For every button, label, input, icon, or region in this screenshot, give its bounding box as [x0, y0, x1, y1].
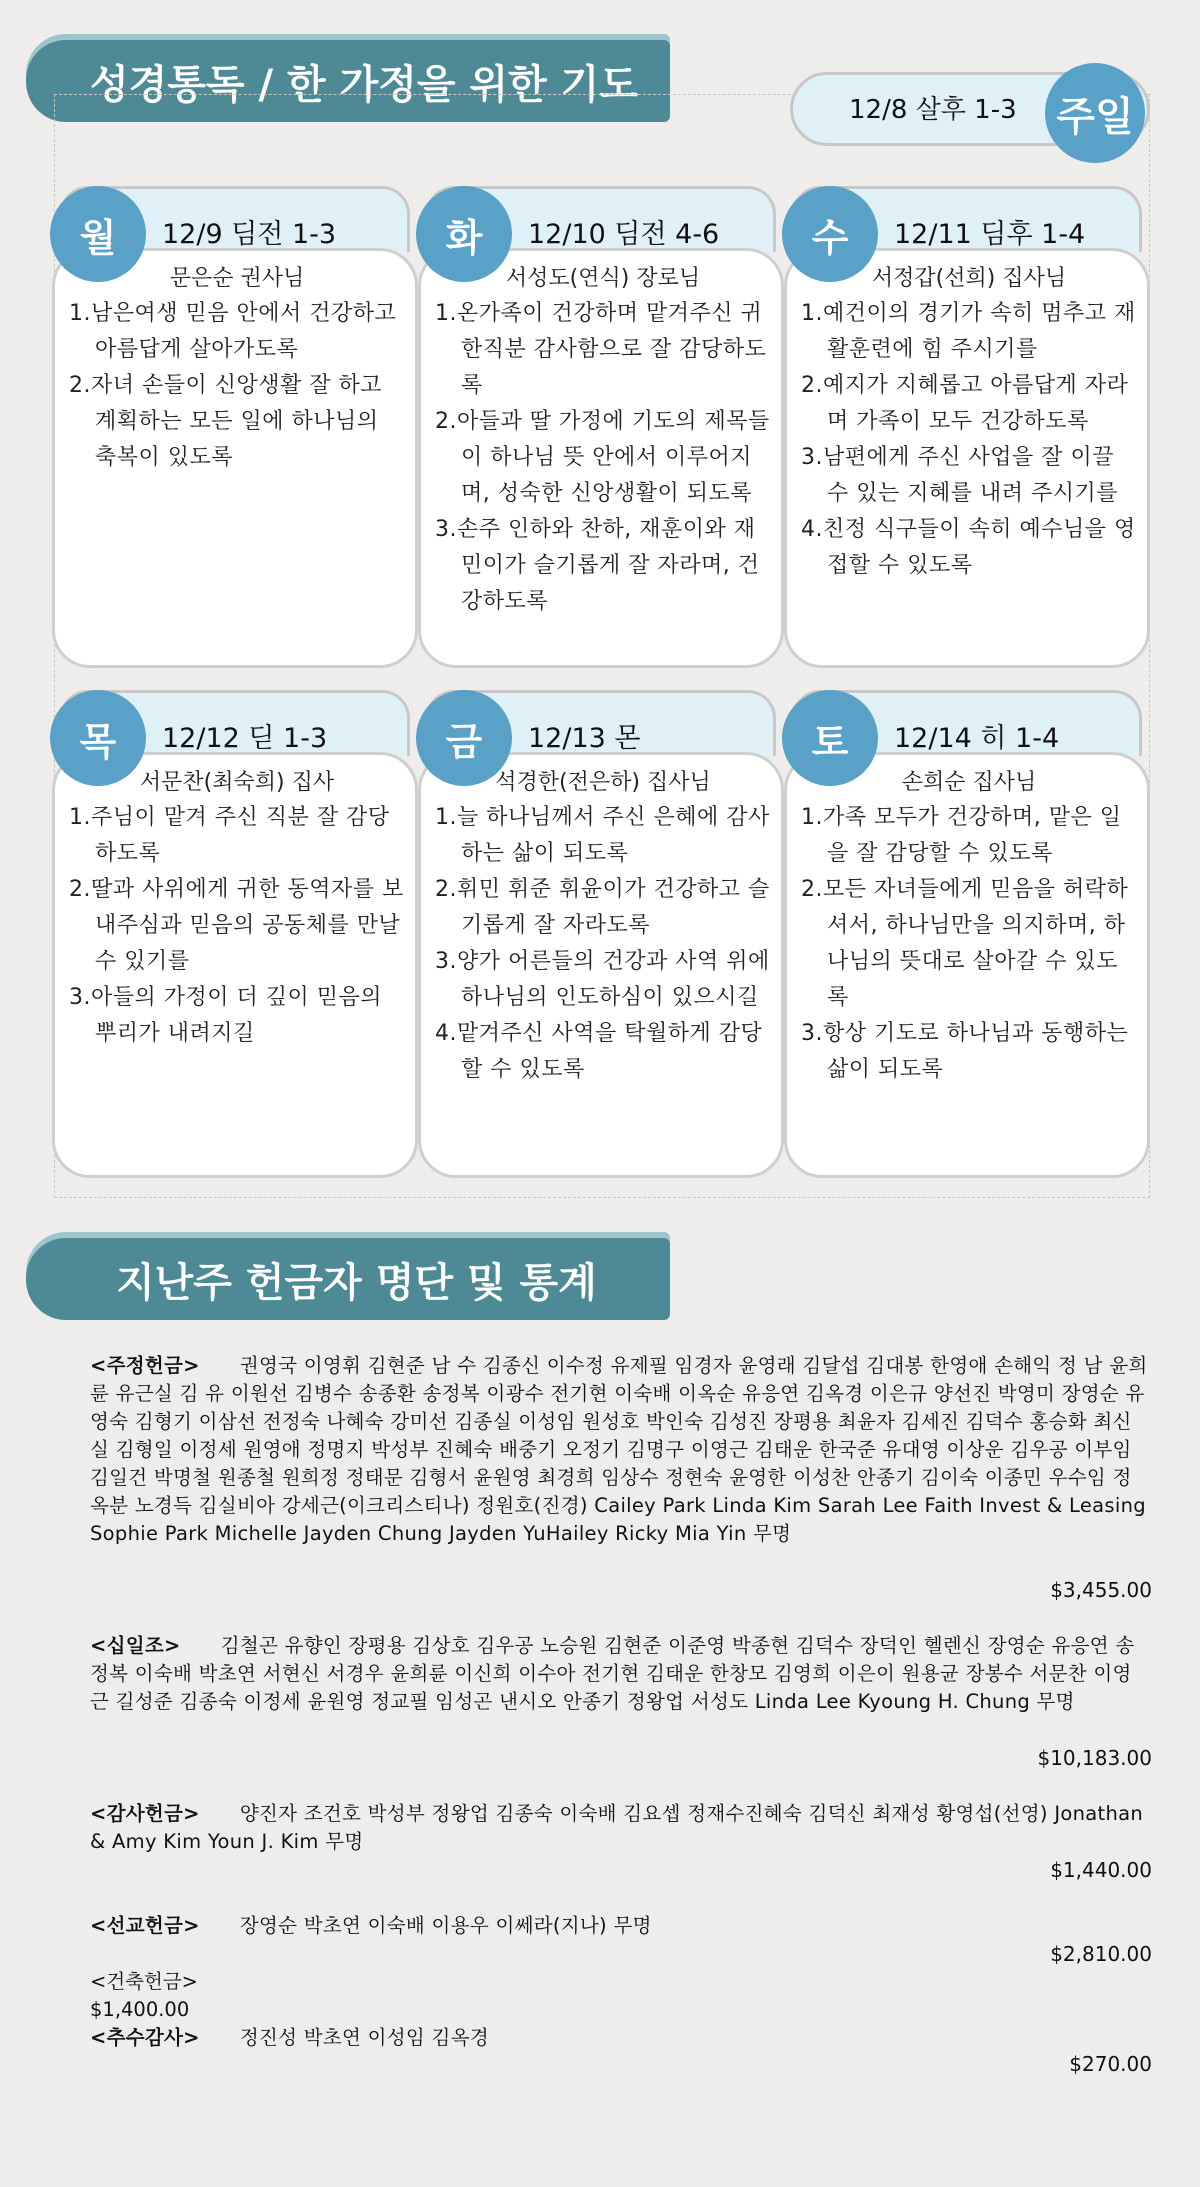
prayer-name: 손희순 집사님 — [901, 770, 1037, 795]
prayer-item: 3.아들의 가정이 더 깊이 믿음의 뿌리가 내려지길 — [69, 985, 382, 1046]
offering-tithe-block — [90, 1632, 1150, 1716]
offering-thanks-block — [90, 1800, 1150, 1856]
section-title-offerings: 지난주 헌금자 명단 및 통계 — [26, 1238, 670, 1320]
prayer-item: 2.휘민 휘준 휘윤이가 건강하고 슬기롭게 잘 자라도록 — [435, 877, 770, 938]
offering-sunday-block — [90, 1352, 1150, 1548]
offering-building-label: <건축헌금> — [90, 1970, 199, 1993]
prayer-item: 3.남편에게 주신 사업을 잘 이끌 수 있는 지혜를 내려 주시기를 — [801, 445, 1118, 506]
prayer-item: 1.온가족이 건강하며 맡겨주신 귀한직분 감사함으로 잘 감당하도록 — [435, 301, 767, 398]
offering-amount: $270.00 — [1069, 2052, 1152, 2076]
day-badge: 토 — [782, 690, 878, 786]
offering-label: <주정헌금> — [90, 1354, 200, 1377]
sunday-badge: 주일 — [1045, 63, 1145, 163]
offering-amount: $1,440.00 — [1050, 1858, 1152, 1882]
offering-names: 정진성 박초연 이성임 김옥경 — [239, 2026, 489, 2049]
prayer-name: 문은순 권사님 — [169, 266, 305, 291]
prayer-item: 2.예지가 지혜롭고 아름답게 자라며 가족이 모두 건강하도록 — [801, 373, 1129, 434]
section-title-bible-reading: 성경통독 / 한 가정을 위한 기도 — [26, 40, 670, 122]
offering-harvest-block — [90, 2024, 1150, 2052]
prayer-item: 1.가족 모두가 건강하며, 맡은 일을 잘 감당할 수 있도록 — [801, 805, 1122, 866]
prayer-item: 4.친정 식구들이 속히 예수님을 영접할 수 있도록 — [801, 517, 1136, 578]
prayer-item: 4.맡겨주신 사역을 탁월하게 감당할 수 있도록 — [435, 1021, 763, 1082]
prayer-name: 서성도(연식) 장로님 — [505, 266, 701, 291]
prayer-item: 3.항상 기도로 하나님과 동행하는 삶이 되도록 — [801, 1021, 1129, 1082]
sunday-reading — [790, 72, 1150, 146]
offering-label: <선교헌금> — [90, 1914, 200, 1937]
prayer-item: 2.딸과 사위에게 귀한 동역자를 보내주심과 믿음의 공동체를 만날수 있기를 — [69, 877, 404, 974]
day-ref: 12/10 딤전 4-6 — [528, 219, 720, 250]
prayer-item: 2.모든 자녀들에게 믿음을 허락하셔서, 하나님만을 의지하며, 하나님의 뜻대로 살아갈 수 있도록 — [801, 877, 1129, 1010]
offering-names: 권영국 이영휘 김현준 남 수 김종신 이수정 유제필 임경자 윤영래 김달섭 김대봉 한영애 손해익 정 남 윤희륜 유근실 김 유 이원선 김병수 송종환 송정복 이광수 전기현 이숙배 이옥순 유응연 김옥경 이은규 양선진 박영미 장영순 유영숙 김형기 이삼선 전정숙 나혜숙 강미선 김종실 이성임 원성호 박인숙 김성진 장평용 최윤자 김세진 김덕수 홍승화 최신실 김형일 이정세 원영애 정명지 박성부 진혜숙 배중기 오정기 김명구 이영근 김태운 한국준 유대영 이상운 김우공 이부임 김일건 박명철 원종철 원희정 정태문 김형서 윤원영 최경희 임상수 정현숙 윤영한 이성찬 안종기 김이숙 이종민 우수임 정옥분 노경득 김실비아 강세근(이크리스티나) 정원호(진경) Cailey Park Linda Kim Sarah Lee Faith Invest & Leasing Sophie Park Michelle Jayden Chung Jayden YuHailey Ricky Mia Yin 무명 — [90, 1354, 1148, 1545]
prayer-name: 서정갑(선희) 집사님 — [871, 266, 1067, 291]
day-ref: 12/12 딛 1-3 — [162, 723, 328, 754]
prayer-item: 2.자녀 손들이 신앙생활 잘 하고 계획하는 모든 일에 하나님의 축복이 있도록 — [69, 373, 382, 470]
prayer-name: 서문찬(최숙희) 집사 — [139, 770, 335, 795]
prayer-item: 1.예건이의 경기가 속히 멈추고 재활훈련에 힘 주시기를 — [801, 301, 1136, 362]
sunday-ref: 12/8 살후 1-3 — [849, 95, 1017, 125]
day-badge: 월 — [50, 186, 146, 282]
offering-amount: $3,455.00 — [1050, 1578, 1152, 1602]
offering-names: 장영순 박초연 이숙배 이용우 이쎄라(지나) 무명 — [239, 1914, 652, 1937]
day-badge: 수 — [782, 186, 878, 282]
day-ref: 12/14 히 1-4 — [894, 723, 1060, 754]
prayer-item: 1.주님이 맡겨 주신 직분 잘 감당하도록 — [69, 805, 390, 866]
prayer-item: 3.양가 어른들의 건강과 사역 위에 하나님의 인도하심이 있으시길 — [435, 949, 770, 1010]
offering-amount: $10,183.00 — [1037, 1746, 1152, 1770]
prayer-name: 석경한(전은하) 집사님 — [495, 770, 711, 795]
day-ref: 12/9 딤전 1-3 — [162, 219, 337, 250]
prayer-item: 3.손주 인하와 찬하, 재훈이와 재민이가 슬기롭게 잘 자라며, 건강하도록 — [435, 517, 760, 614]
offering-names: 양진자 조건호 박성부 정왕업 김종숙 이숙배 김요셉 정재수진혜숙 김덕신 최재성 황영섭(선영) Jonathan & Amy Kim Youn J. Kim 무명 — [90, 1802, 1144, 1853]
offering-label: <십일조> — [90, 1634, 181, 1657]
offering-building-amount: $1,400.00 — [90, 1998, 190, 2021]
day-ref: 12/11 딤후 1-4 — [894, 219, 1086, 250]
offering-label: <추수감사> — [90, 2026, 200, 2049]
day-badge: 화 — [416, 186, 512, 282]
offering-amount: $2,810.00 — [1050, 1942, 1152, 1966]
prayer-item: 2.아들과 딸 가정에 기도의 제목들이 하나님 뜻 안에서 이루어지며, 성숙한 신앙생활이 되도록 — [435, 409, 770, 506]
prayer-item: 1.남은여생 믿음 안에서 건강하고 아름답게 살아가도록 — [69, 301, 397, 362]
day-badge: 목 — [50, 690, 146, 786]
prayer-item: 1.늘 하나님께서 주신 은혜에 감사하는 삶이 되도록 — [435, 805, 770, 866]
day-badge: 금 — [416, 690, 512, 786]
offering-names: 김철곤 유향인 장평용 김상호 김우공 노승원 김현준 이준영 박종현 김덕수 장덕인 헬렌신 장영순 유응연 송정복 이숙배 박초연 서현신 서경우 윤희륜 이신희 이수아 전기현 김태운 한창모 김영희 이은이 원용균 장봉수 서문찬 이영근 길성준 김종숙 이정세 윤원영 정교필 임성곤 낸시오 안종기 정왕업 서성도 Linda Lee Kyoung H. Chung 무명 — [90, 1634, 1135, 1713]
offering-label: <감사헌금> — [90, 1802, 200, 1825]
offering-mission-block — [90, 1912, 1150, 1940]
day-ref: 12/13 몬 — [528, 723, 641, 754]
